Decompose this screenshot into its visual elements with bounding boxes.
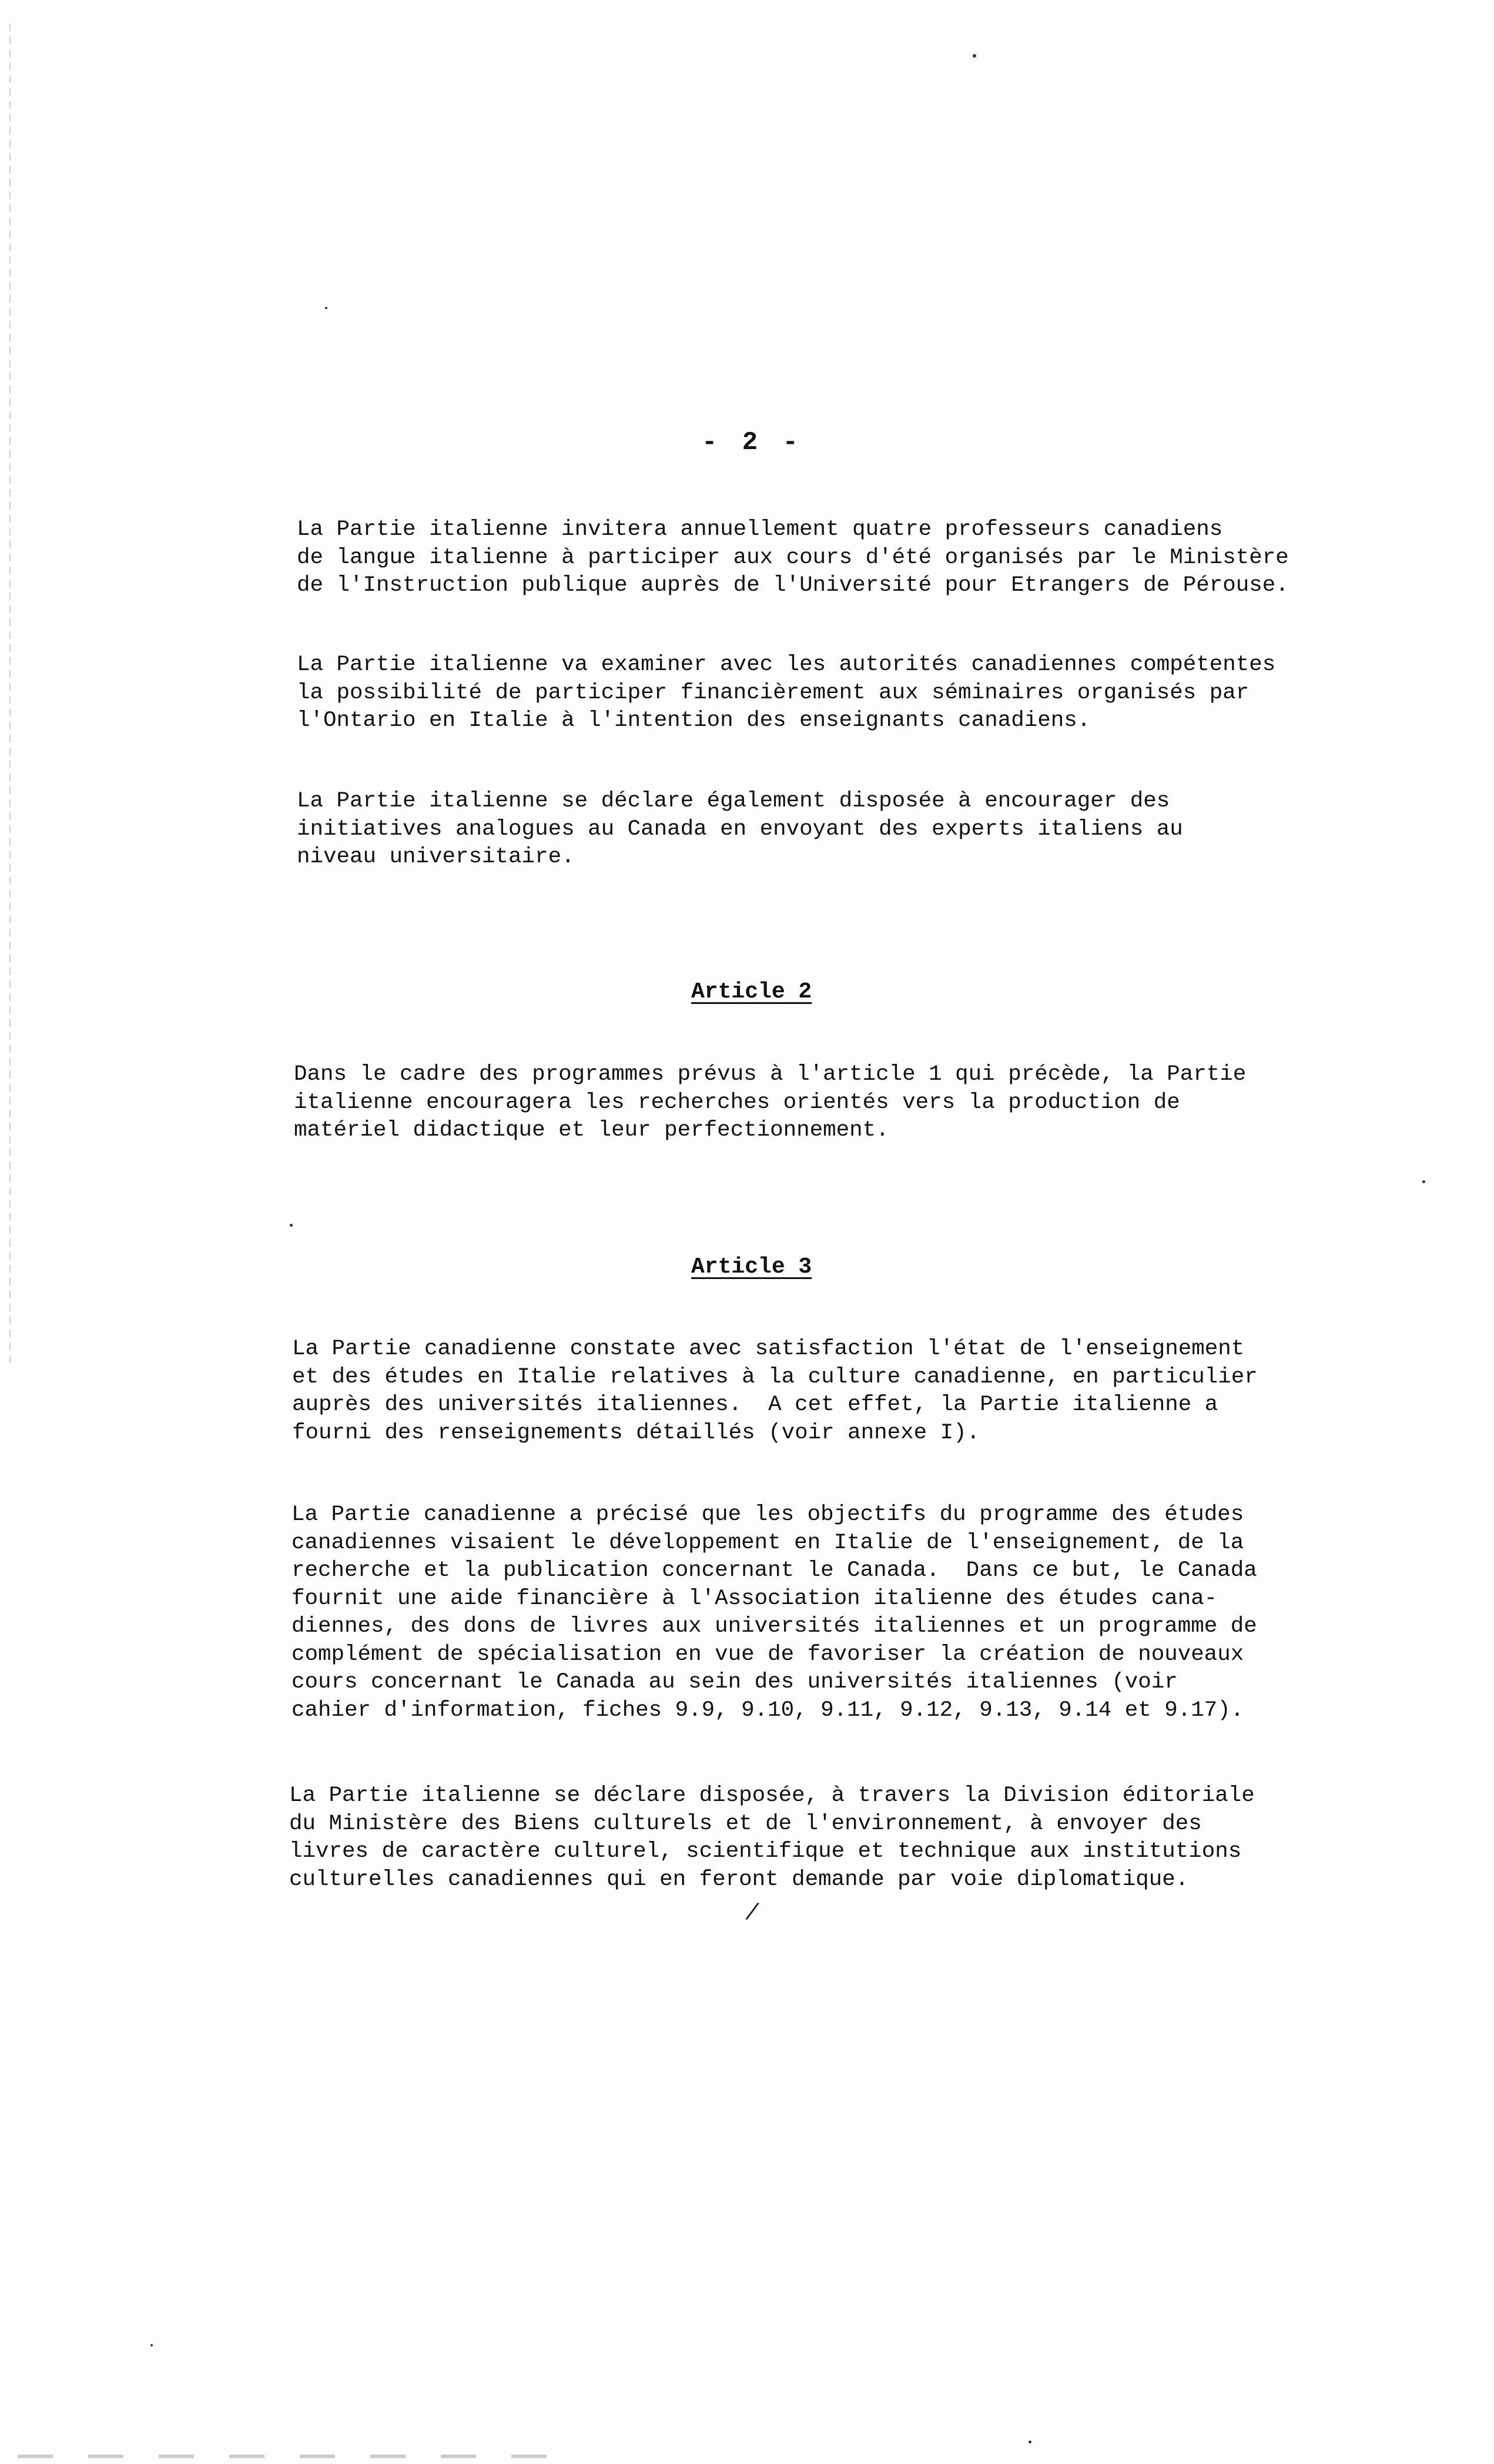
- scan-speck: [973, 54, 976, 58]
- article-2-paragraph: Dans le cadre des programmes prévus à l'article 1 qui précède, la Partie italienne encouragera les recherches orientés vers la production de matériel didactique et leur perfectionnement.: [294, 1062, 1247, 1143]
- paragraph-ontario-seminars: La Partie italienne va examiner avec les autorités canadiennes compétentes la possibilité de participer financièrement aux séminaires organisés par l'Ontario en Italie à l'intention des enseignants canadiens.: [297, 652, 1276, 733]
- scan-bottom-edge: [18, 2455, 547, 2458]
- article-3-paragraph-canadian-studies: La Partie canadienne a précisé que les objectifs du programme des études canadiennes visaient le développement en Italie de l'enseignement, de la recherche et la publication concernant le Canada. Dans ce but, le Canada fournit une aide financière à l'Association italienne des études cana- diennes, des dons de livres aux universités italiennes et un programme de complément de spécialisation en vue de favoriser la création de nouveaux cours concernant le Canada au sein des universités italiennes (voir cahier d'information, fiches 9.9, 9.10, 9.11, 9.12, 9.13, 9.14 et 9.17).: [292, 1502, 1257, 1723]
- scan-speck: [1029, 2440, 1031, 2443]
- scan-speck: [325, 307, 327, 309]
- left-margin-mark: [9, 24, 11, 1364]
- paragraph-summer-courses: La Partie italienne invitera annuellement quatre professeurs canadiens de langue italienne à participer aux cours d'été organisés par le Ministère de l'Instruction publique auprès de l'Université pour Etrangers de Pérouse.: [297, 517, 1289, 598]
- article-3-heading: Article 3: [691, 1254, 812, 1280]
- continuation-mark: /: [745, 1901, 759, 1926]
- article-3-paragraph-satisfaction: La Partie canadienne constate avec satisfaction l'état de l'enseignement et des études en Italie relatives à la culture canadienne, en particulier auprès des universités italiennes. A cet effet, la Partie italienne a fourni des renseignements détaillés (voir annexe I).: [292, 1337, 1258, 1445]
- page-number: - 2 -: [701, 428, 803, 457]
- scan-speck: [1422, 1180, 1425, 1183]
- paragraph-experts-canada: La Partie italienne se déclare également disposée à encourager des initiatives analogues au Canada en envoyant des experts italiens au niveau universitaire.: [297, 789, 1183, 869]
- article-3-paragraph-books: La Partie italienne se déclare disposée, à travers la Division éditoriale du Ministère des Biens culturels et de l'environnement, à envoyer des livres de caractère culturel, scientifique et technique aux institutions culturelles canadiennes qui en feront demande par voie diplomatique.: [289, 1783, 1255, 1892]
- scan-speck: [150, 2344, 153, 2346]
- article-2-heading: Article 2: [691, 979, 812, 1005]
- scan-speck: [290, 1224, 293, 1227]
